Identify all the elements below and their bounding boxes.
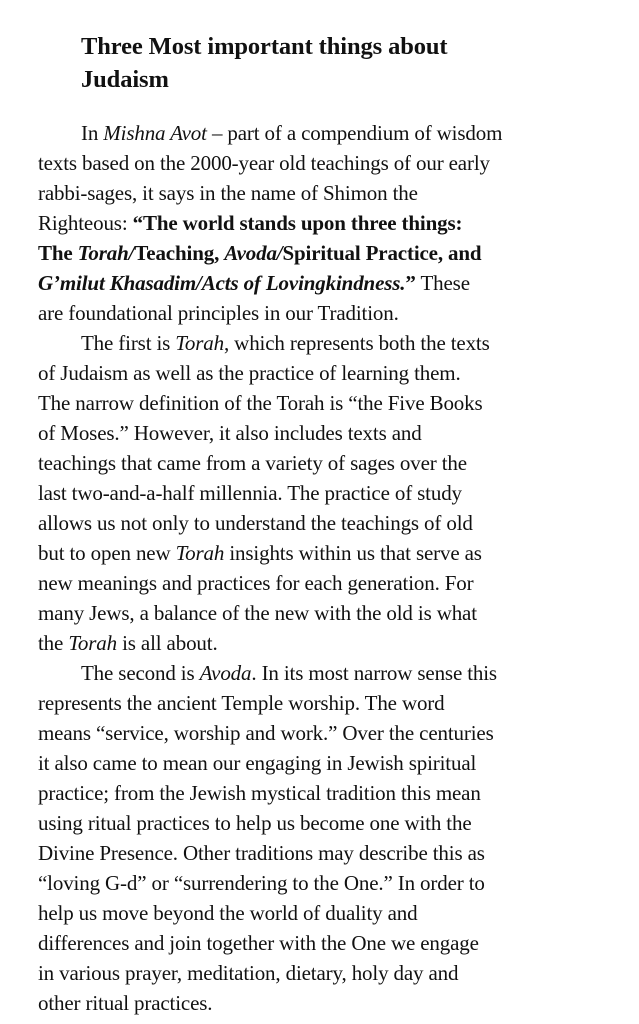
text-line: but to open new Torah insights within us that serve as [38,541,482,565]
paragraph-avoda [38,658,608,1018]
text-line: Righteous: “The world stands upon three things: [38,211,463,235]
text-line: rabbi-sages, it says in the name of Shimon the [38,181,418,205]
text-line: differences and join together with the One we engage [38,931,479,955]
text-line: The first is Torah, which represents both the texts [81,331,490,355]
text-line: represents the ancient Temple worship. The word [38,691,445,715]
text-line: help us move beyond the world of duality and [38,901,418,925]
text-line: In Mishna Avot – part of a compendium of wisdom [81,121,503,145]
text-line: last two-and-a-half millennia. The practice of study [38,481,462,505]
text-line: means “service, worship and work.” Over the centuries [38,721,494,745]
text-line: of Moses.” However, it also includes texts and [38,421,422,445]
text-line: in various prayer, meditation, dietary, holy day and [38,961,459,985]
text-line: The Torah/Teaching, Avoda/Spiritual Practice, and [38,241,482,265]
text-line: of Judaism as well as the practice of learning them. [38,361,461,385]
article-body [38,118,608,1018]
text-line: other ritual practices. [38,991,213,1015]
text-line: teachings that came from a variety of sages over the [38,451,467,475]
text-line: G’milut Khasadim/Acts of Lovingkindness.” These [38,271,470,295]
text-line: The narrow definition of the Torah is “the Five Books [38,391,483,415]
paragraph-mishna-avot [38,118,608,328]
text-line: new meanings and practices for each generation. For [38,571,474,595]
text-line: using ritual practices to help us become one with the [38,811,472,835]
text-line: the Torah is all about. [38,631,218,655]
paragraph-torah [38,328,608,658]
text-line: Divine Presence. Other traditions may describe this as [38,841,485,865]
document-page [38,30,608,1018]
page-title [81,30,608,96]
text-line: texts based on the 2000-year old teachings of our early [38,151,490,175]
text-line: it also came to mean our engaging in Jewish spiritual [38,751,477,775]
title-line: Judaism [81,66,169,93]
text-line: are foundational principles in our Tradition. [38,301,399,325]
title-line: Three Most important things about [81,33,448,60]
text-line: The second is Avoda. In its most narrow sense this [81,661,497,685]
text-line: “loving G-d” or “surrendering to the One.” In order to [38,871,485,895]
text-line: practice; from the Jewish mystical tradition this mean [38,781,481,805]
text-line: many Jews, a balance of the new with the old is what [38,601,477,625]
text-line: allows us not only to understand the teachings of old [38,511,473,535]
